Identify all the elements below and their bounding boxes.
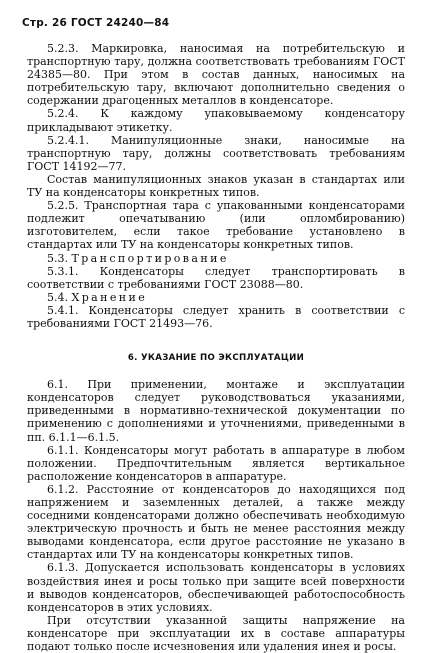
subsection-heading-transport xyxy=(27,252,405,265)
section-6-title: 6. УКАЗАНИЕ ПО ЭКСПЛУАТАЦИИ xyxy=(127,353,305,364)
paragraph-5-2-3: 5.2.3. Маркировка, наносимая на потребительскую и транспортную тару, должна соответствовать требованиям ГОСТ 24385—80. При этом в состав данных, наносимых на потребительскую тару, включают дополнительно сведения о содержании драгоценных металлов в конденсаторе. xyxy=(27,42,405,108)
paragraph-5-4-1: 5.4.1. Конденсаторы следует хранить в соответствии с требованиями ГОСТ 21493—76. xyxy=(27,303,405,330)
paragraph-5-2-4-1: 5.2.4.1. Манипуляционные знаки, наносимые на транспортную тару, должны соответствовать требованиям ГОСТ 14192—77. xyxy=(27,133,405,173)
paragraph-frost-note: При отсутствии указанной защиты напряжение на конденсаторе при эксплуатации их в составе аппаратуры подают только после исчезновения или удаления инея и росы. xyxy=(27,613,405,653)
paragraph-5-2-5: 5.2.5. Транспортная тара с упакованными конденсаторами подлежит опечатыванию (или опломбированию) изготовителем, если такое требование установлено в стандартах или ТУ на конденсаторы конкретных типов. xyxy=(27,199,405,252)
paragraph-marking-composition: Состав манипуляционных знаков указан в стандартах или ТУ на конденсаторы конкретных типов. xyxy=(27,172,405,200)
paragraph-5-2-4: 5.2.4. К каждому упаковываемому конденсатору прикладывают этикетку. xyxy=(27,107,405,134)
subsection-number: 5.4. xyxy=(47,290,68,304)
paragraph-6-1-3: 6.1.3. Допускается использовать конденсаторы в условиях воздействия инея и росы только при защите всей поверхности и выводов конденсаторов, обеспечивающей работоспособность конденсаторов в этих условиях. xyxy=(27,561,405,614)
subsection-number: 5.3. xyxy=(47,251,68,265)
paragraph-6-1-1: 6.1.1. Конденсаторы могут работать в аппаратуре в любом положении. Предпочтительным является вертикальное расположение конденсаторов в аппаратуре. xyxy=(27,443,405,483)
paragraph-5-3-1: 5.3.1. Конденсаторы следует транспортировать в соответствии с требованиями ГОСТ 23088—80. xyxy=(27,264,405,291)
subsection-title: Хранение xyxy=(71,290,148,304)
paragraph-6-1-2: 6.1.2. Расстояние от конденсаторов до находящихся под напряжением и заземленных деталей, а также между соседними конденсаторами должно обеспечивать необходимую электрическую прочность и быть не менее расстояния между выводами конденсатора, если другое расстояние не указано в стандартах или ТУ на конденсаторы конкретных типов. xyxy=(27,482,405,562)
subsection-title: Транспортирование xyxy=(71,251,229,265)
document-body xyxy=(27,42,405,653)
page-header: Стр. 26 ГОСТ 24240—84 xyxy=(22,17,170,29)
subsection-heading-storage xyxy=(27,291,405,304)
paragraph-6-1: 6.1. При применении, монтаже и эксплуатации конденсаторов следует руководствоваться указаниями, приведенными в нормативно-технической документации по применению с дополнениями и уточнениями, приведенными в пп. 6.1.1—6.1.5. xyxy=(27,378,405,444)
